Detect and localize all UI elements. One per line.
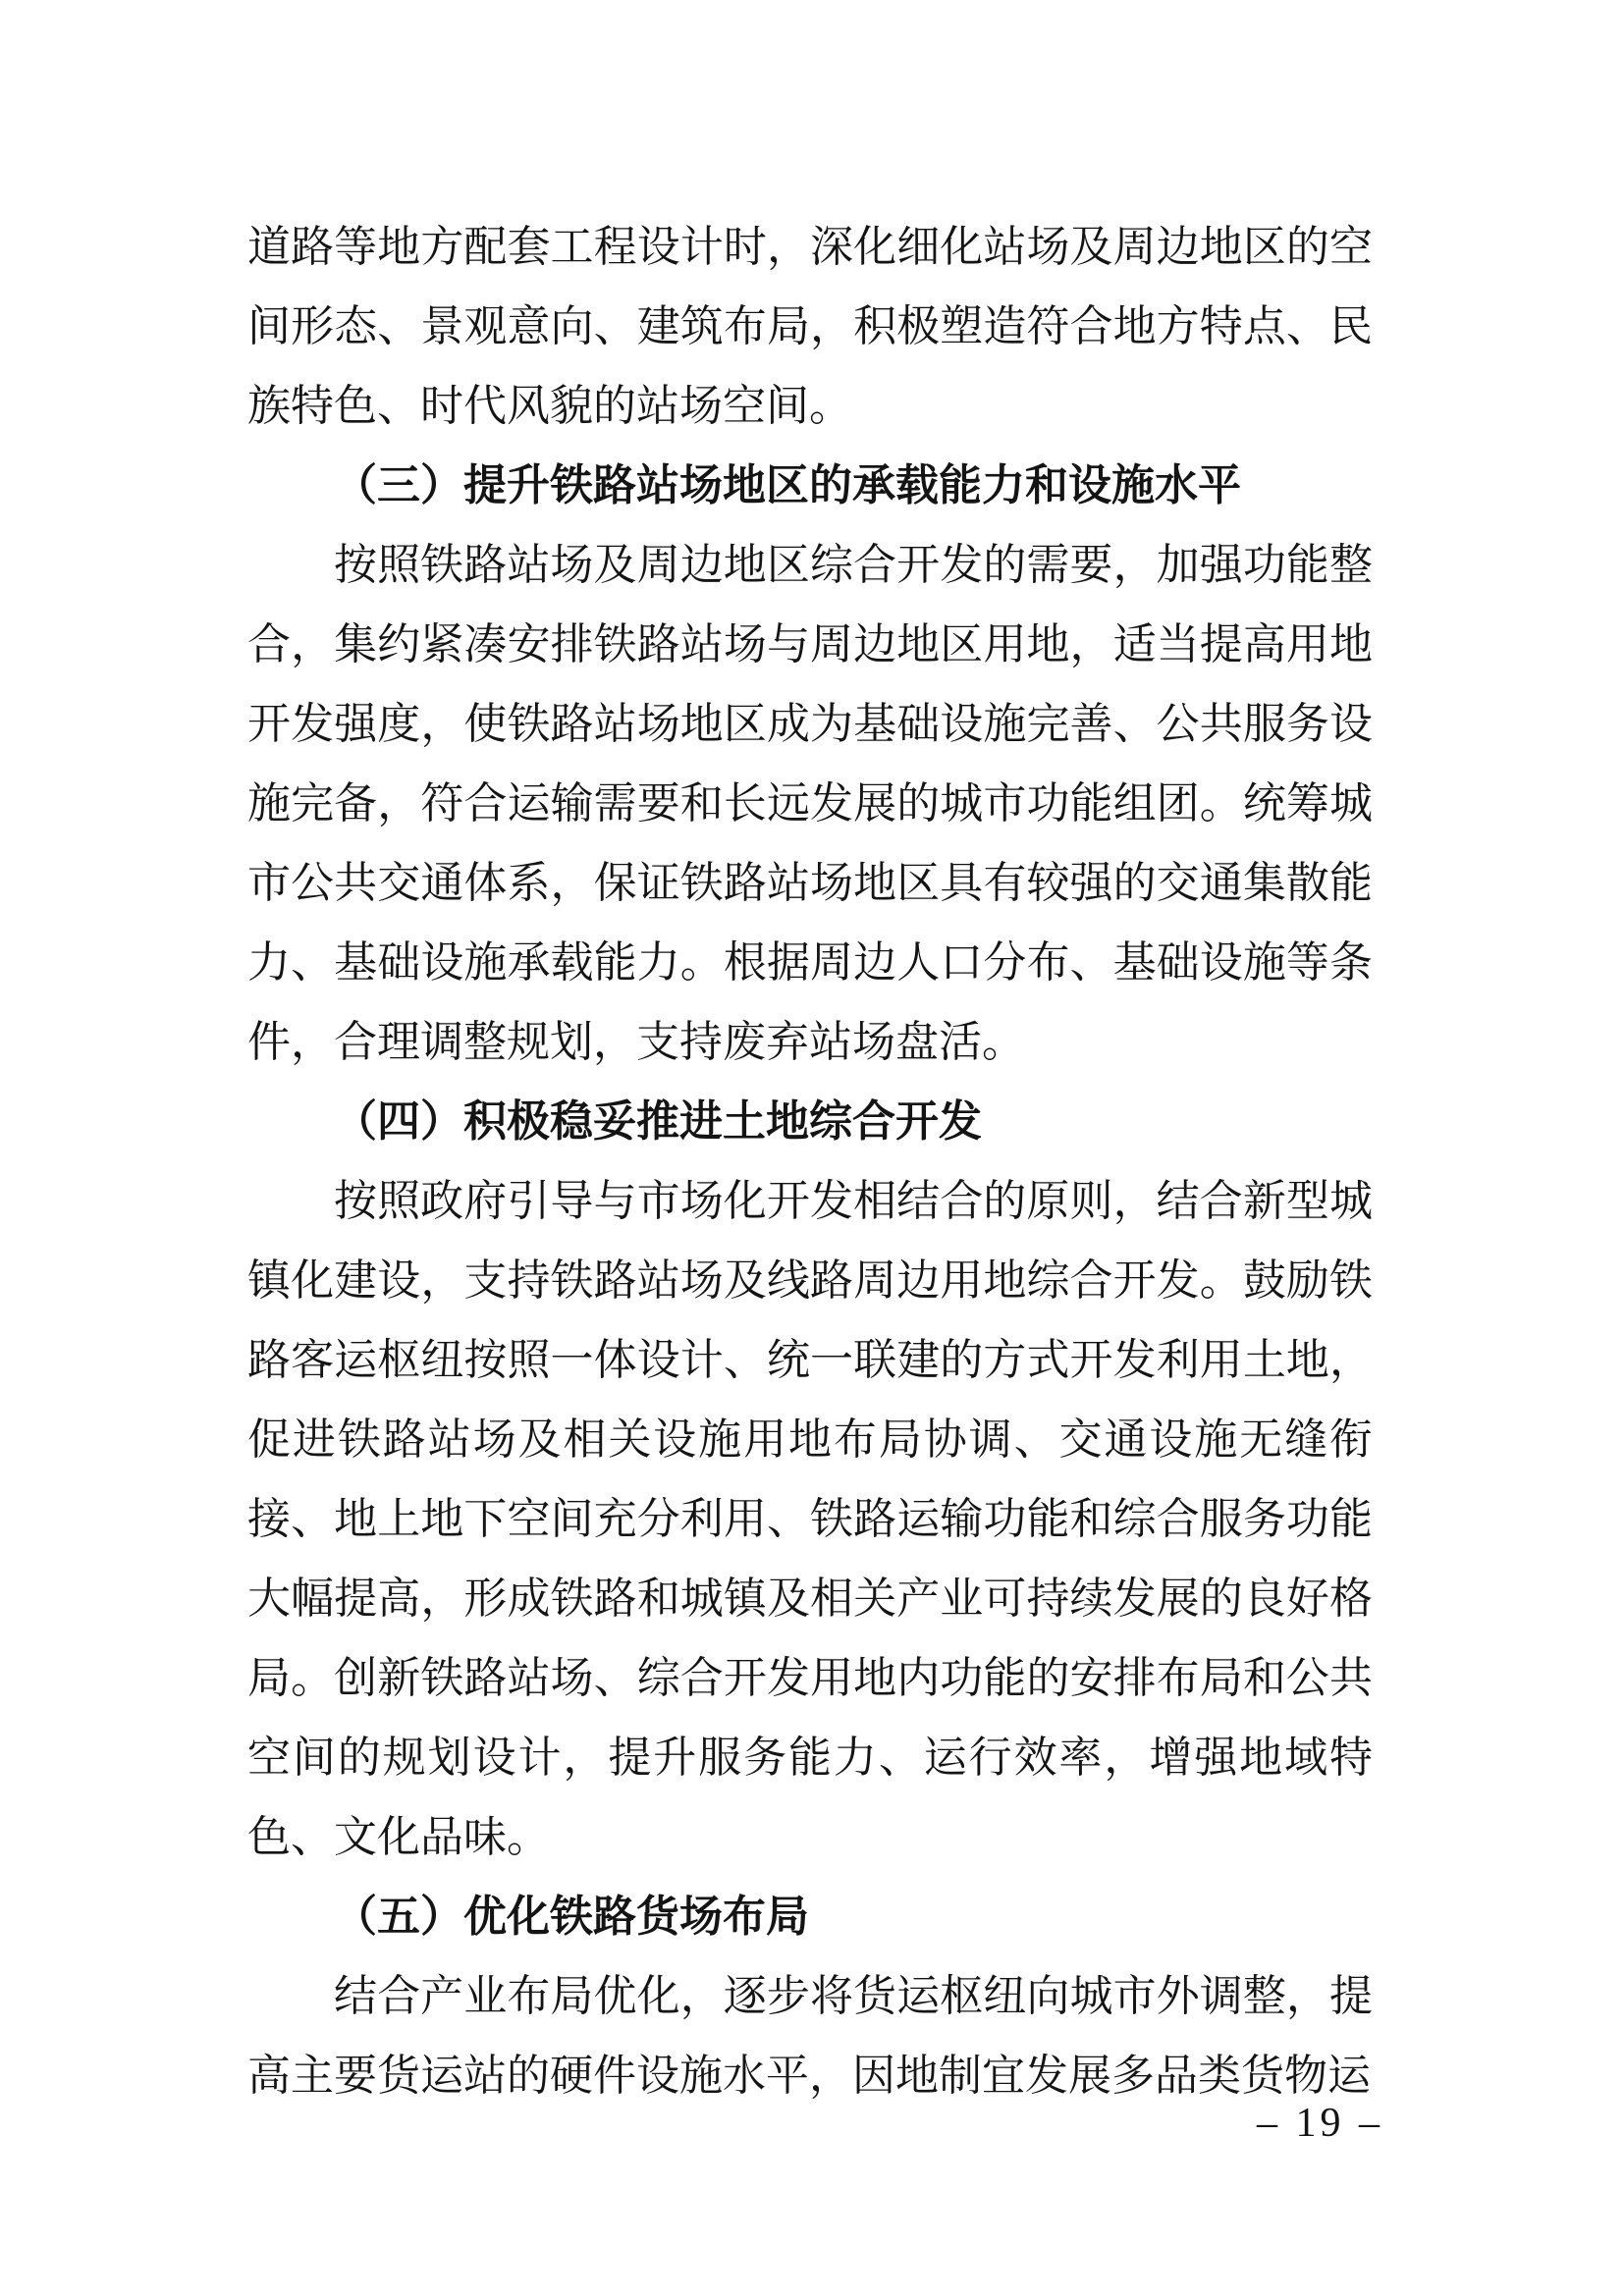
document-body (247, 207, 1373, 2115)
body-paragraph-section-3: 按照铁路站场及周边地区综合开发的需要，加强功能整合，集约紧凑安排铁路站场与周边地区用地，适当提高用地开发强度，使铁路站场地区成为基础设施完善、公共服务设施完备，符合运输需要和长远发展的城市功能组团。统筹城市公共交通体系，保证铁路站场地区具有较强的交通集散能力、基础设施承载能力。根据周边人口分布、基础设施等条件，合理调整规划，支持废弃站场盘活。 (247, 541, 1373, 1066)
section-heading-3: （三）提升铁路站场地区的承载能力和设施水平 (334, 461, 1241, 509)
section-heading-5: （五）优化铁路货场布局 (334, 1893, 809, 1941)
body-paragraph-section-5: 结合产业布局优化，逐步将货运枢纽向城市外调整，提高主要货运站的硬件设施水平，因地制宜发展多品类货物运 (247, 1972, 1373, 2100)
paragraph-continuation: 道路等地方配套工程设计时，深化细化站场及周边地区的空间形态、景观意向、建筑布局，积极塑造符合地方特点、民族特色、时代风貌的站场空间。 (247, 223, 1373, 430)
section-heading-4: （四）积极稳妥推进土地综合开发 (334, 1097, 982, 1146)
page-number: – 19 – (1257, 2101, 1383, 2146)
body-paragraph-section-4: 按照政府引导与市场化开发相结合的原则，结合新型城镇化建设，支持铁路站场及线路周边用地综合开发。鼓励铁路客运枢纽按照一体设计、统一联建的方式开发利用土地，促进铁路站场及相关设施用地布局协调、交通设施无缝衔接、地上地下空间充分利用、铁路运输功能和综合服务功能大幅提高，形成铁路和城镇及相关产业可持续发展的良好格局。创新铁路站场、综合开发用地内功能的安排布局和公共空间的规划设计，提升服务能力、运行效率，增强地域特色、文化品味。 (247, 1177, 1373, 1861)
